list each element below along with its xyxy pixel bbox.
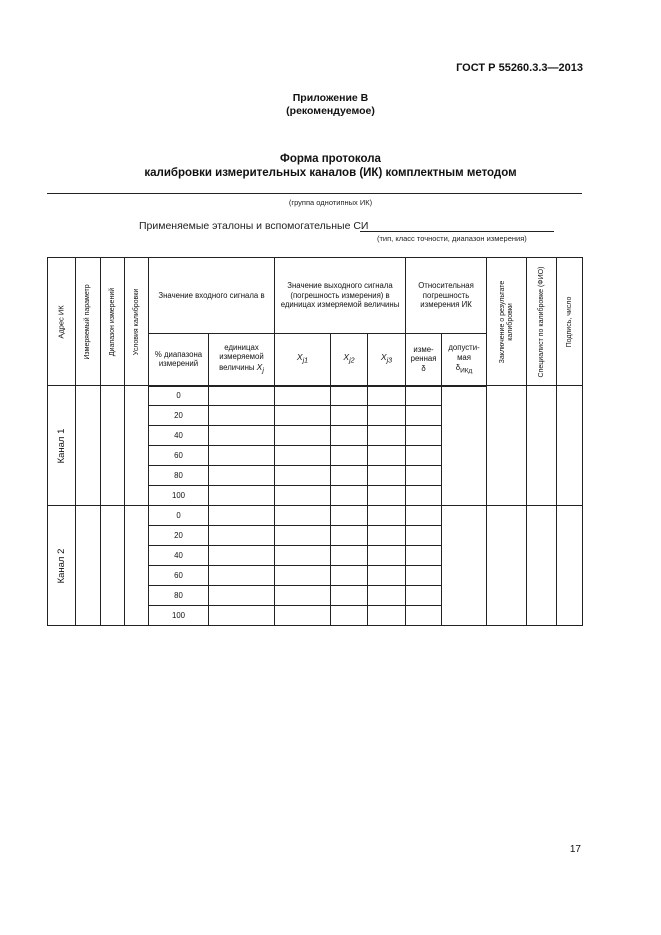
header-row-1 <box>48 258 583 334</box>
header-specialist: Специалист по калибровке (ФИО) <box>527 258 557 386</box>
header-address: Адрес ИК <box>48 258 76 386</box>
specialist-cell <box>527 506 557 626</box>
channel-label-cell <box>48 386 76 506</box>
conditions-cell <box>125 506 149 626</box>
conclusion-cell <box>487 506 527 626</box>
table-row <box>48 386 583 406</box>
xj3-cell <box>368 546 406 566</box>
form-title-line1: Форма протокола <box>280 153 381 165</box>
percent-cell: 100 <box>149 606 209 626</box>
header-parameter: Измеряемый параметр <box>76 258 101 386</box>
xj3-cell <box>368 386 406 406</box>
xj2-cell <box>331 566 368 586</box>
xj1-cell <box>275 506 331 526</box>
measured-cell <box>406 526 442 546</box>
header-output-signal: Значение выходного сигнала (погрешность измерения) в единицах измеряемой величины <box>275 258 406 334</box>
measured-cell <box>406 406 442 426</box>
channel-label: Канал 1 <box>55 428 67 463</box>
xj3-cell <box>368 406 406 426</box>
header-xj2: $X_{j2}$ <box>331 334 368 386</box>
xj1-cell <box>275 546 331 566</box>
xj2-cell <box>331 546 368 566</box>
xj2-cell <box>331 446 368 466</box>
xj1-cell <box>275 446 331 466</box>
measured-cell <box>406 586 442 606</box>
xj1-cell <box>275 386 331 406</box>
channel-label: Канал 2 <box>55 548 67 583</box>
measured-cell <box>406 606 442 626</box>
xj1-cell <box>275 586 331 606</box>
xj3-cell <box>368 466 406 486</box>
range-cell <box>101 506 125 626</box>
xj1-cell <box>275 426 331 446</box>
group-note: (группа однотипных ИК) <box>288 198 373 207</box>
units-cell <box>209 406 275 426</box>
xj1-cell <box>275 606 331 626</box>
standards-fill-line <box>360 231 554 232</box>
standards-note: (тип, класс точности, диапазон измерения) <box>377 234 527 243</box>
channel-label-cell <box>48 506 76 626</box>
units-cell <box>209 546 275 566</box>
percent-cell: 40 <box>149 426 209 446</box>
units-cell <box>209 526 275 546</box>
percent-cell: 20 <box>149 406 209 426</box>
range-cell <box>101 386 125 506</box>
xj1-cell <box>275 486 331 506</box>
measured-cell <box>406 466 442 486</box>
form-title-line2: калибровки измерительных каналов (ИК) комплектным методом <box>144 167 517 179</box>
percent-cell: 0 <box>149 386 209 406</box>
measured-cell <box>406 546 442 566</box>
header-xj3: $X_{j3}$ <box>368 334 406 386</box>
measured-cell <box>406 566 442 586</box>
percent-cell: 0 <box>149 506 209 526</box>
measured-cell <box>406 426 442 446</box>
percent-cell: 60 <box>149 446 209 466</box>
xj2-cell <box>331 506 368 526</box>
units-cell <box>209 506 275 526</box>
measured-cell <box>406 506 442 526</box>
specialist-cell <box>527 386 557 506</box>
units-cell <box>209 426 275 446</box>
measured-cell <box>406 446 442 466</box>
signature-cell <box>557 386 583 506</box>
header-range: Диапазон измерений <box>101 258 125 386</box>
measured-cell <box>406 486 442 506</box>
percent-cell: 20 <box>149 526 209 546</box>
xj3-cell <box>368 426 406 446</box>
appendix-title: Приложение В <box>292 92 369 104</box>
xj2-cell <box>331 426 368 446</box>
xj3-cell <box>368 606 406 626</box>
units-cell <box>209 386 275 406</box>
table-row <box>48 506 583 526</box>
parameter-cell <box>76 386 101 506</box>
conclusion-cell <box>487 386 527 506</box>
header-relative-error: Относительная погрешность измерения ИК <box>406 258 487 334</box>
percent-cell: 40 <box>149 546 209 566</box>
xj1-cell <box>275 526 331 546</box>
xj1-cell <box>275 466 331 486</box>
header-input-signal: Значение входного сигнала в <box>149 258 275 334</box>
xj3-cell <box>368 446 406 466</box>
xj2-cell <box>331 526 368 546</box>
header-signature: Подпись, число <box>557 258 583 386</box>
allowed-cell <box>442 506 487 626</box>
xj3-cell <box>368 566 406 586</box>
group-fill-line <box>47 193 582 194</box>
xj2-cell <box>331 586 368 606</box>
measured-cell <box>406 386 442 406</box>
percent-cell: 100 <box>149 486 209 506</box>
percent-cell: 80 <box>149 466 209 486</box>
header-input-units: единицах измеряемой величины $X_j$ <box>209 334 275 386</box>
xj3-cell <box>368 486 406 506</box>
signature-cell <box>557 506 583 626</box>
units-cell <box>209 566 275 586</box>
xj-symbol: $X_j$ <box>256 362 264 375</box>
calibration-protocol-table <box>47 257 583 626</box>
xj2-cell <box>331 386 368 406</box>
appendix-status: (рекомендуемое) <box>286 105 375 117</box>
units-cell <box>209 586 275 606</box>
page-number: 17 <box>569 844 581 855</box>
header-measured: изме-ренная δ <box>406 334 442 386</box>
xj2-cell <box>331 466 368 486</box>
xj2-cell <box>331 606 368 626</box>
units-cell <box>209 446 275 466</box>
standards-label: Применяемые эталоны и вспомогательные СИ <box>139 220 369 232</box>
xj1-cell <box>275 566 331 586</box>
percent-cell: 60 <box>149 566 209 586</box>
xj2-cell <box>331 486 368 506</box>
units-cell <box>209 486 275 506</box>
header-allowed: допусти-мая $\delta_{ИКд}$ <box>442 334 487 386</box>
conditions-cell <box>125 386 149 506</box>
header-xj1: $X_{j1}$ <box>275 334 331 386</box>
document-code: ГОСТ Р 55260.3.3—2013 <box>456 62 583 74</box>
units-cell <box>209 466 275 486</box>
xj2-cell <box>331 406 368 426</box>
percent-cell: 80 <box>149 586 209 606</box>
header-input-percent: % диапазона измерений <box>149 334 209 386</box>
header-conditions: Условия калибровки <box>125 258 149 386</box>
xj3-cell <box>368 586 406 606</box>
parameter-cell <box>76 506 101 626</box>
allowed-cell <box>442 386 487 506</box>
units-cell <box>209 606 275 626</box>
xj1-cell <box>275 406 331 426</box>
header-conclusion: Заключение о результате калибровки <box>487 258 527 386</box>
xj3-cell <box>368 506 406 526</box>
xj3-cell <box>368 526 406 546</box>
